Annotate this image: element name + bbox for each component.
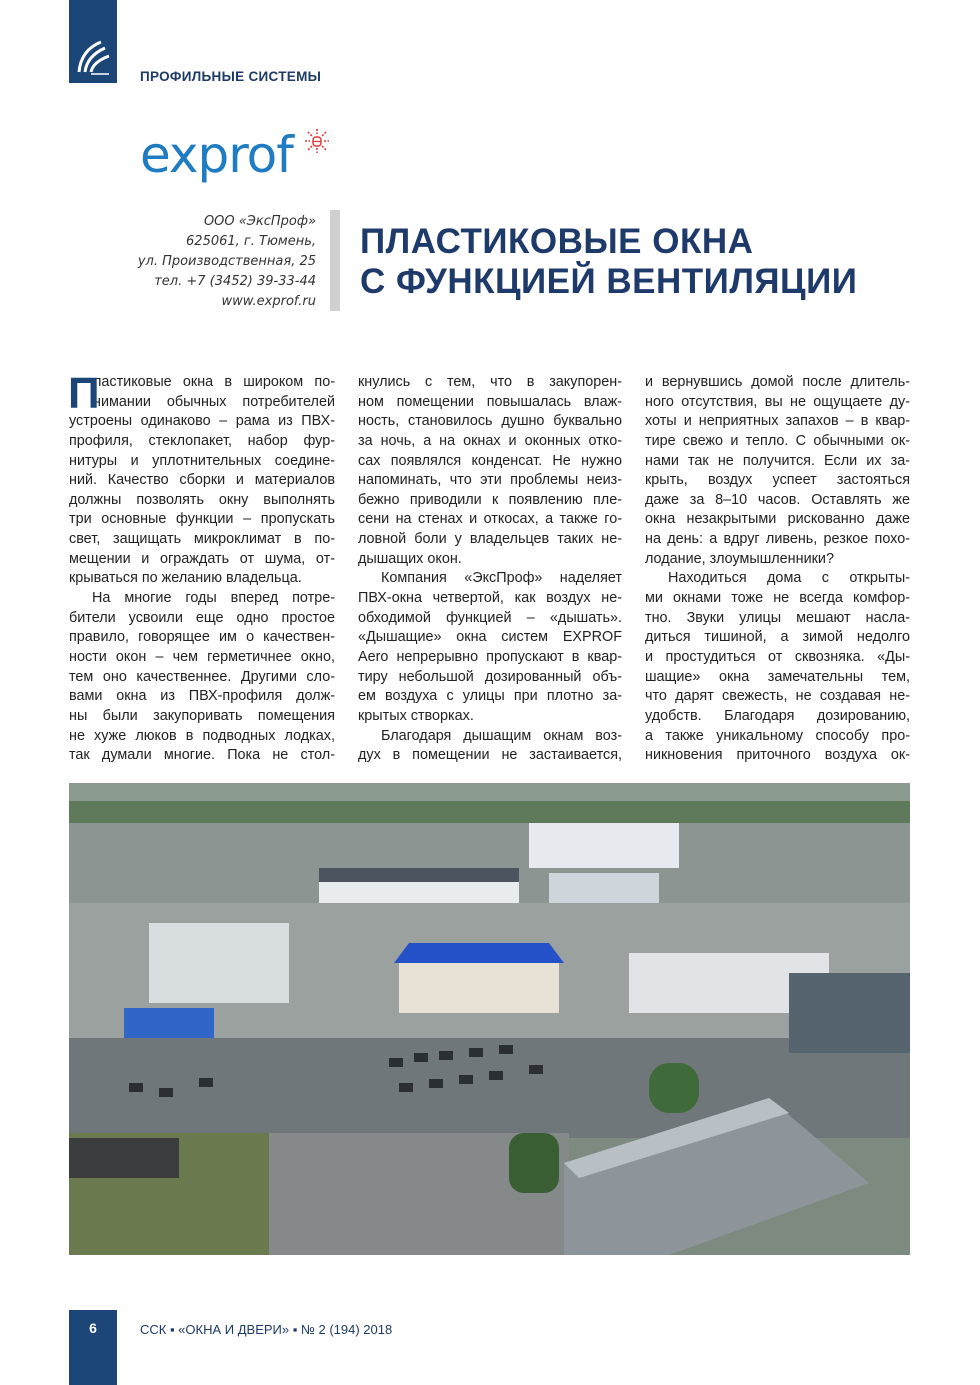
text-line: что дарят свежесть, не создавая не- — [645, 688, 910, 705]
text-line: крыть, воздух успеет застояться — [645, 472, 910, 489]
text-line: окна незакрытыми рискованно даже — [645, 511, 910, 528]
page-number-box — [69, 1310, 117, 1385]
text-line: три основные функции – пропускать — [69, 511, 335, 528]
text-line: Благодаря дышащим окнам воз- — [381, 727, 622, 744]
text-line: тем оно качественнее. Другими сло- — [69, 668, 335, 685]
divider-bar — [330, 210, 340, 311]
text-line: Находиться дома с открыты- — [668, 570, 910, 587]
text-line: тиру небольшой дозированный объ- — [358, 668, 622, 685]
text-line: тире свежо и тепло. С обычными ок- — [645, 432, 910, 449]
text-line: На многие годы вперед потре- — [92, 590, 335, 607]
address-city: 625061, г. Тюмень, — [186, 234, 316, 249]
sun-logo-icon — [304, 128, 330, 154]
text-line: никновения приточного воздуха ок- — [645, 747, 910, 764]
article-title — [360, 222, 857, 302]
text-line: даже за 8–10 часов. Оставлять же — [645, 491, 910, 508]
text-column-3 — [645, 373, 910, 766]
text-line: мещении и ограждать от шума, от- — [69, 550, 335, 567]
text-line: крываться по желанию владельца. — [69, 570, 302, 587]
text-line: диться тишиной, а зимой недолго — [645, 629, 910, 646]
text-line: и простудиться от сквозняка. «Ды- — [645, 648, 910, 665]
exprof-logo: exprof — [140, 126, 293, 184]
text-line: дух в помещении не застаивается, — [358, 747, 622, 764]
text-line: ном помещении повышалась влаж- — [358, 393, 622, 410]
text-line: профиля, стеклопакет, набор фур- — [69, 432, 335, 449]
text-line: напоминать, что эти проблемы неиз- — [358, 472, 622, 489]
section-heading: ПРОФИЛЬНЫЕ СИСТЕМЫ — [140, 69, 322, 84]
address-street: ул. Производственная, 25 — [137, 254, 316, 269]
text-line: обходимой функцией – «дышать». — [358, 609, 622, 626]
text-line: ного отсутствия, вы не ощущаете ду- — [645, 393, 910, 410]
website-link[interactable]: www.exprof.ru — [221, 294, 316, 309]
text-line: сени на стенах и откосах, а также го- — [358, 511, 622, 528]
text-line: сах появлялся конденсат. Не нужно — [358, 452, 622, 469]
text-line: ластиковые окна в широком по- — [93, 374, 335, 390]
text-line: кнулись с тем, что в закупорен- — [358, 374, 622, 390]
text-line: ми окнами тоже не всегда комфор- — [645, 590, 910, 607]
text-line: ПВХ-окна четвертой, как воздух не- — [358, 590, 622, 607]
text-line: дышащих окон. — [358, 550, 462, 567]
phone: тел. +7 (3452) 39-33-44 — [154, 274, 316, 289]
text-line: тно. Звуки улицы мешают насла- — [645, 609, 910, 626]
text-line: Aero непрерывно пропускают в квар- — [358, 648, 622, 665]
title-line: С ФУНКЦИЕЙ ВЕНТИЛЯЦИИ — [360, 262, 858, 301]
text-line: «Дышащие» окна систем EXPROF — [358, 629, 622, 646]
text-line: бители усвоили еще одно простое — [69, 609, 335, 626]
text-line: должны позволять окну выполнять — [69, 491, 335, 508]
text-line: на день: а вдруг ливень, резкое похо- — [645, 531, 910, 548]
drop-cap: П — [68, 369, 100, 418]
text-line: ловной боли у владельцев таких не- — [358, 531, 622, 548]
text-line: ность, становилось душно буквально — [358, 413, 622, 430]
text-line: а также уникальному способу про- — [645, 727, 910, 744]
text-line: нимании обычных потребителей — [93, 393, 335, 410]
text-line: нитуры и уплотнительных соедине- — [69, 452, 335, 469]
text-line: устроены одинаково – рама из ПВХ- — [69, 413, 335, 430]
title-line: ПЛАСТИКОВЫЕ ОКНА — [360, 222, 754, 261]
text-line: свет, защищать микроклимат в по- — [69, 531, 335, 548]
company-name: ООО «ЭксПроф» — [203, 214, 316, 229]
text-line: вами окна из ПВХ-профиля долж- — [69, 688, 335, 705]
text-column-2 — [358, 373, 622, 766]
text-line: за ночь, а на окнах и оконных отко- — [358, 432, 622, 449]
text-line: правило, говорящее им о качествен- — [69, 629, 335, 646]
text-column-1 — [68, 369, 335, 766]
text-line: не хуже люков в подводных лодках, — [69, 727, 335, 744]
text-line: шащие» окна замечательны тем, — [645, 668, 910, 685]
text-line: ности окон – чем герметичнее окно, — [69, 648, 335, 665]
text-line: хоты и неприятных запахов – в квар- — [645, 413, 910, 430]
text-line: ний. Качество сборки и материалов — [69, 472, 335, 489]
footer-publication: ССК ▪ «ОКНА И ДВЕРИ» ▪ № 2 (194) 2018 — [140, 1322, 393, 1337]
text-line: ны были закупоривать помещения — [69, 707, 335, 724]
text-line: лодание, злоумышленники? — [645, 550, 834, 567]
text-line: ем воздуха с улицы при плотно за- — [358, 688, 622, 705]
text-line: так думали многие. Пока не стол- — [69, 747, 335, 764]
text-line: нами так не получится. Если их за- — [645, 452, 910, 469]
company-address — [138, 212, 316, 312]
text-line: крытых створках. — [358, 707, 474, 724]
factory-aerial-photo — [69, 783, 910, 1255]
magazine-logo-icon — [75, 36, 111, 78]
text-line: Компания «ЭксПроф» наделяет — [381, 570, 622, 587]
header-brand-box — [69, 0, 117, 83]
text-line: и вернувшись домой после длитель- — [645, 374, 910, 390]
text-line: удобств. Благодаря дозированию, — [645, 707, 910, 724]
text-line: бежно приводили к появлению пле- — [358, 491, 622, 508]
page-number: 6 — [89, 1320, 97, 1336]
